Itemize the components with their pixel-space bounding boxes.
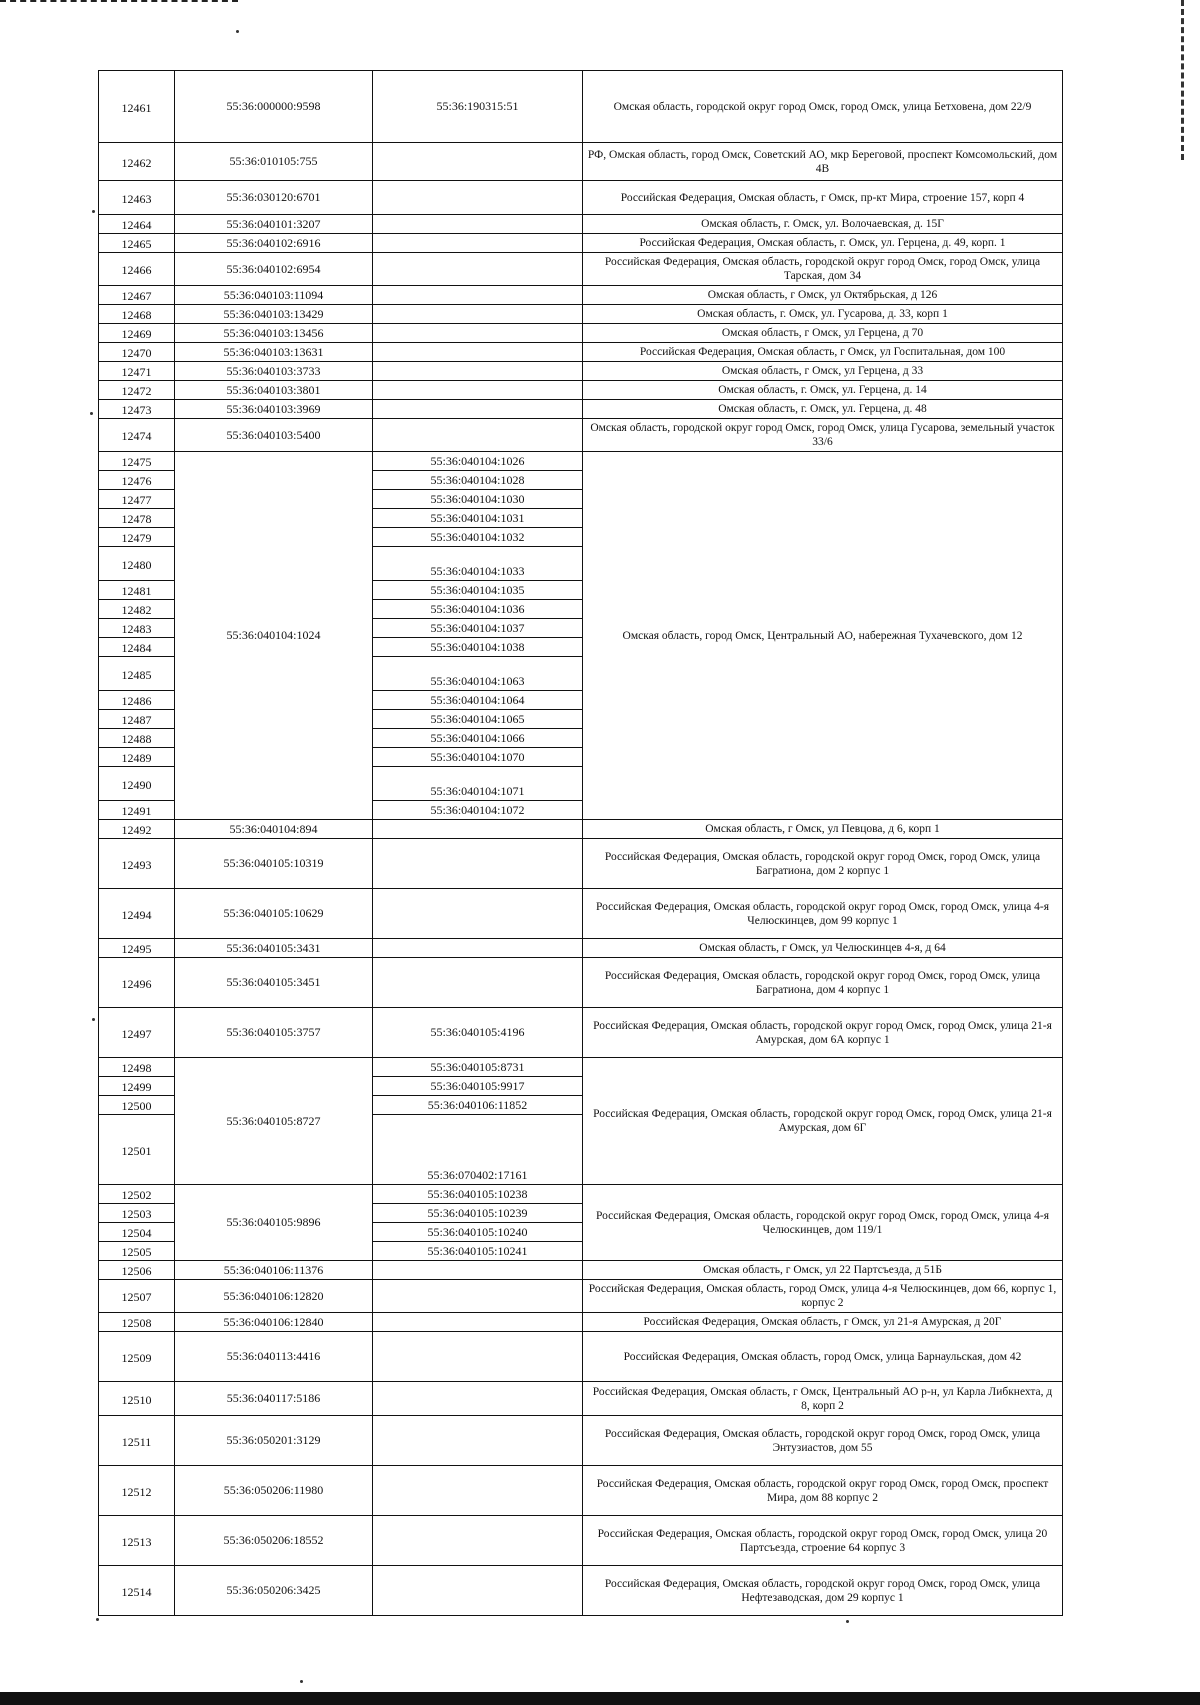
- record-number: 12462: [99, 143, 175, 181]
- record-number: 12513: [99, 1516, 175, 1566]
- cadastral-number: 55:36:050201:3129: [175, 1416, 373, 1466]
- cadastral-number: 55:36:010105:755: [175, 143, 373, 181]
- table-row: [99, 324, 1063, 343]
- related-cadastral-number: [373, 253, 583, 286]
- record-number: 12475: [99, 452, 175, 471]
- cadastral-number: 55:36:040117:5186: [175, 1382, 373, 1416]
- related-cadastral-number: 55:36:040106:11852: [373, 1096, 583, 1115]
- related-cadastral-number: 55:36:040104:1038: [373, 638, 583, 657]
- related-cadastral-number: [373, 1261, 583, 1280]
- cadastral-number: 55:36:040105:10319: [175, 839, 373, 889]
- address: Российская Федерация, Омская область, городской округ город Омск, город Омск, улица Нефтезаводская, дом 29 корпус 1: [583, 1566, 1063, 1616]
- scan-speck: [90, 412, 93, 415]
- related-cadastral-number: 55:36:040104:1071: [373, 767, 583, 801]
- related-cadastral-number: 55:36:040104:1026: [373, 452, 583, 471]
- table-row: [99, 889, 1063, 939]
- record-number: 12477: [99, 490, 175, 509]
- cadastral-number: 55:36:040104:1024: [175, 452, 373, 820]
- address: Российская Федерация, Омская область, городской округ город Омск, город Омск, проспект Мира, дом 88 корпус 2: [583, 1466, 1063, 1516]
- related-cadastral-number: [373, 1416, 583, 1466]
- address: Омская область, г. Омск, ул. Герцена, д. 48: [583, 400, 1063, 419]
- record-number: 12468: [99, 305, 175, 324]
- record-number: 12472: [99, 381, 175, 400]
- related-cadastral-number: 55:36:040104:1035: [373, 581, 583, 600]
- related-cadastral-number: 55:36:040104:1065: [373, 710, 583, 729]
- cadastral-number: 55:36:040103:11094: [175, 286, 373, 305]
- record-number: 12487: [99, 710, 175, 729]
- record-number: 12478: [99, 509, 175, 528]
- cadastral-number: 55:36:040113:4416: [175, 1332, 373, 1382]
- address: Российская Федерация, Омская область, город Омск, улица Барнаульская, дом 42: [583, 1332, 1063, 1382]
- related-cadastral-number: [373, 889, 583, 939]
- record-number: 12490: [99, 767, 175, 801]
- record-number: 12469: [99, 324, 175, 343]
- related-cadastral-number: [373, 820, 583, 839]
- table-row: [99, 1058, 1063, 1077]
- cadastral-number: 55:36:040102:6954: [175, 253, 373, 286]
- related-cadastral-number: 55:36:040104:1037: [373, 619, 583, 638]
- record-number: 12479: [99, 528, 175, 547]
- address: Российская Федерация, Омская область, г Омск, ул Госпитальная, дом 100: [583, 343, 1063, 362]
- address: Российская Федерация, Омская область, городской округ город Омск, город Омск, улица 21-я Амурская, дом 6А корпус 1: [583, 1008, 1063, 1058]
- related-cadastral-number: [373, 958, 583, 1008]
- cadastral-number: 55:36:040102:6916: [175, 234, 373, 253]
- cadastral-number: 55:36:040106:12840: [175, 1313, 373, 1332]
- record-number: 12504: [99, 1223, 175, 1242]
- related-cadastral-number: 55:36:040105:4196: [373, 1008, 583, 1058]
- scan-speck: [92, 1018, 95, 1021]
- record-number: 12488: [99, 729, 175, 748]
- cadastral-number: 55:36:040105:10629: [175, 889, 373, 939]
- address: Российская Федерация, Омская область, городской округ город Омск, город Омск, улица Багратиона, дом 2 корпус 1: [583, 839, 1063, 889]
- related-cadastral-number: 55:36:040104:1064: [373, 691, 583, 710]
- related-cadastral-number: 55:36:040104:1063: [373, 657, 583, 691]
- table-row: [99, 958, 1063, 1008]
- cadastral-number: 55:36:040106:11376: [175, 1261, 373, 1280]
- address: Российская Федерация, Омская область, г. Омск, ул. Герцена, д. 49, корп. 1: [583, 234, 1063, 253]
- cadastral-number: 55:36:040105:3757: [175, 1008, 373, 1058]
- address: Омская область, г Омск, ул Певцова, д 6, корп 1: [583, 820, 1063, 839]
- cadastral-number: 55:36:040106:12820: [175, 1280, 373, 1313]
- address: Омская область, г. Омск, ул. Герцена, д. 14: [583, 381, 1063, 400]
- scan-speck: [846, 1620, 849, 1623]
- record-number: 12486: [99, 691, 175, 710]
- cadastral-number: 55:36:040101:3207: [175, 215, 373, 234]
- related-cadastral-number: 55:36:070402:17161: [373, 1115, 583, 1185]
- table-row: [99, 234, 1063, 253]
- address: Омская область, городской округ город Омск, город Омск, улица Гусарова, земельный участок 33/6: [583, 419, 1063, 452]
- related-cadastral-number: [373, 381, 583, 400]
- address: Российская Федерация, Омская область, городской округ город Омск, город Омск, улица Энтузиастов, дом 55: [583, 1416, 1063, 1466]
- record-number: 12467: [99, 286, 175, 305]
- table-row: [99, 343, 1063, 362]
- table-row: [99, 939, 1063, 958]
- record-number: 12497: [99, 1008, 175, 1058]
- related-cadastral-number: 55:36:040104:1033: [373, 547, 583, 581]
- related-cadastral-number: [373, 839, 583, 889]
- table-row: [99, 286, 1063, 305]
- cadastral-number: 55:36:050206:18552: [175, 1516, 373, 1566]
- table-row: [99, 1516, 1063, 1566]
- table-row: [99, 1466, 1063, 1516]
- cadastral-number: 55:36:040103:3969: [175, 400, 373, 419]
- record-number: 12508: [99, 1313, 175, 1332]
- record-number: 12496: [99, 958, 175, 1008]
- cadastral-number: 55:36:040105:9896: [175, 1185, 373, 1261]
- cadastral-number: 55:36:040103:5400: [175, 419, 373, 452]
- record-number: 12507: [99, 1280, 175, 1313]
- record-number: 12506: [99, 1261, 175, 1280]
- related-cadastral-number: 55:36:040105:9917: [373, 1077, 583, 1096]
- table-row: [99, 1261, 1063, 1280]
- table-row: [99, 143, 1063, 181]
- related-cadastral-number: 55:36:040105:8731: [373, 1058, 583, 1077]
- record-number: 12499: [99, 1077, 175, 1096]
- record-number: 12503: [99, 1204, 175, 1223]
- cadastral-number: 55:36:040103:3801: [175, 381, 373, 400]
- related-cadastral-number: [373, 362, 583, 381]
- table-row: [99, 820, 1063, 839]
- address: Российская Федерация, Омская область, г Омск, пр-кт Мира, строение 157, корп 4: [583, 181, 1063, 215]
- record-number: 12482: [99, 600, 175, 619]
- table-row: [99, 215, 1063, 234]
- cadastral-number: 55:36:050206:3425: [175, 1566, 373, 1616]
- related-cadastral-number: [373, 181, 583, 215]
- record-number: 12492: [99, 820, 175, 839]
- related-cadastral-number: 55:36:040104:1031: [373, 509, 583, 528]
- table-row: [99, 419, 1063, 452]
- related-cadastral-number: [373, 234, 583, 253]
- cadastral-number: 55:36:040103:3733: [175, 362, 373, 381]
- related-cadastral-number: 55:36:040105:10241: [373, 1242, 583, 1261]
- address: Российская Федерация, Омская область, городской округ город Омск, город Омск, улица 21-я Амурская, дом 6Г: [583, 1058, 1063, 1185]
- related-cadastral-number: [373, 343, 583, 362]
- address: Российская Федерация, Омская область, городской округ город Омск, город Омск, улица 20 Партсъезда, строение 64 корпус 3: [583, 1516, 1063, 1566]
- cadastral-number: 55:36:040105:3451: [175, 958, 373, 1008]
- table-row: [99, 305, 1063, 324]
- related-cadastral-number: 55:36:040104:1030: [373, 490, 583, 509]
- table-row: [99, 381, 1063, 400]
- record-number: 12489: [99, 748, 175, 767]
- table-row: [99, 1382, 1063, 1416]
- record-number: 12485: [99, 657, 175, 691]
- record-number: 12505: [99, 1242, 175, 1261]
- record-number: 12473: [99, 400, 175, 419]
- record-number: 12501: [99, 1115, 175, 1185]
- related-cadastral-number: [373, 1566, 583, 1616]
- cadastral-number: 55:36:040103:13456: [175, 324, 373, 343]
- table-row: [99, 452, 1063, 471]
- related-cadastral-number: [373, 1466, 583, 1516]
- table-row: [99, 1313, 1063, 1332]
- related-cadastral-number: [373, 143, 583, 181]
- scan-speck: [96, 1618, 99, 1621]
- related-cadastral-number: 55:36:190315:51: [373, 71, 583, 143]
- cadastral-number: 55:36:000000:9598: [175, 71, 373, 143]
- address: Российская Федерация, Омская область, г Омск, ул 21-я Амурская, д 20Г: [583, 1313, 1063, 1332]
- record-number: 12495: [99, 939, 175, 958]
- table-row: [99, 1185, 1063, 1204]
- address: Российская Федерация, Омская область, городской округ город Омск, город Омск, улица Багратиона, дом 4 корпус 1: [583, 958, 1063, 1008]
- address: Российская Федерация, Омская область, городской округ город Омск, город Омск, улица 4-я Челюскинцев, дом 99 корпус 1: [583, 889, 1063, 939]
- related-cadastral-number: [373, 286, 583, 305]
- scan-speck: [300, 1680, 303, 1683]
- address: Омская область, г Омск, ул Октябрьская, д 126: [583, 286, 1063, 305]
- cadastral-number: 55:36:030120:6701: [175, 181, 373, 215]
- record-number: 12514: [99, 1566, 175, 1616]
- record-number: 12500: [99, 1096, 175, 1115]
- scan-edge-mark: [0, 0, 238, 4]
- cadastral-number: 55:36:040105:8727: [175, 1058, 373, 1185]
- table-row: [99, 71, 1063, 143]
- related-cadastral-number: [373, 1516, 583, 1566]
- address: Омская область, г Омск, ул Герцена, д 70: [583, 324, 1063, 343]
- cadastral-number: 55:36:040104:894: [175, 820, 373, 839]
- record-number: 12481: [99, 581, 175, 600]
- record-number: 12502: [99, 1185, 175, 1204]
- table-row: [99, 1008, 1063, 1058]
- cadastral-number: 55:36:040103:13631: [175, 343, 373, 362]
- address: Омская область, г. Омск, ул. Волочаевская, д. 15Г: [583, 215, 1063, 234]
- record-number: 12463: [99, 181, 175, 215]
- record-number: 12464: [99, 215, 175, 234]
- record-number: 12512: [99, 1466, 175, 1516]
- record-number: 12476: [99, 471, 175, 490]
- record-number: 12471: [99, 362, 175, 381]
- cadastral-number: 55:36:040103:13429: [175, 305, 373, 324]
- cadastral-register-table: [98, 70, 1063, 1616]
- related-cadastral-number: [373, 305, 583, 324]
- table-row: [99, 1416, 1063, 1466]
- related-cadastral-number: 55:36:040105:10238: [373, 1185, 583, 1204]
- related-cadastral-number: [373, 419, 583, 452]
- table-row: [99, 362, 1063, 381]
- related-cadastral-number: [373, 1332, 583, 1382]
- scan-edge-mark: [1181, 0, 1187, 160]
- address: Омская область, г Омск, ул Челюскинцев 4-я, д 64: [583, 939, 1063, 958]
- related-cadastral-number: 55:36:040104:1066: [373, 729, 583, 748]
- record-number: 12466: [99, 253, 175, 286]
- cadastral-number: 55:36:040105:3431: [175, 939, 373, 958]
- related-cadastral-number: [373, 1313, 583, 1332]
- related-cadastral-number: 55:36:040104:1028: [373, 471, 583, 490]
- related-cadastral-number: [373, 1280, 583, 1313]
- record-number: 12510: [99, 1382, 175, 1416]
- table-row: [99, 253, 1063, 286]
- related-cadastral-number: [373, 1382, 583, 1416]
- scan-bottom-border: [0, 1692, 1200, 1705]
- related-cadastral-number: [373, 215, 583, 234]
- table-row: [99, 839, 1063, 889]
- related-cadastral-number: [373, 324, 583, 343]
- related-cadastral-number: [373, 939, 583, 958]
- register-body: [99, 71, 1063, 1616]
- address: Российская Федерация, Омская область, г Омск, Центральный АО р-н, ул Карла Либкнехта, д 8, корп 2: [583, 1382, 1063, 1416]
- address: Российская Федерация, Омская область, городской округ город Омск, город Омск, улица 4-я Челюскинцев, дом 119/1: [583, 1185, 1063, 1261]
- related-cadastral-number: 55:36:040104:1070: [373, 748, 583, 767]
- address: Омская область, город Омск, Центральный АО, набережная Тухачевского, дом 12: [583, 452, 1063, 820]
- table-row: [99, 181, 1063, 215]
- record-number: 12461: [99, 71, 175, 143]
- table-row: [99, 400, 1063, 419]
- cadastral-number: 55:36:050206:11980: [175, 1466, 373, 1516]
- related-cadastral-number: 55:36:040104:1036: [373, 600, 583, 619]
- related-cadastral-number: [373, 400, 583, 419]
- record-number: 12509: [99, 1332, 175, 1382]
- address: Омская область, г. Омск, ул. Гусарова, д. 33, корп 1: [583, 305, 1063, 324]
- address: Омская область, городской округ город Омск, город Омск, улица Бетховена, дом 22/9: [583, 71, 1063, 143]
- related-cadastral-number: 55:36:040105:10239: [373, 1204, 583, 1223]
- record-number: 12483: [99, 619, 175, 638]
- record-number: 12474: [99, 419, 175, 452]
- table-row: [99, 1332, 1063, 1382]
- address: РФ, Омская область, город Омск, Советский АО, мкр Береговой, проспект Комсомольский, дом 4В: [583, 143, 1063, 181]
- related-cadastral-number: 55:36:040104:1032: [373, 528, 583, 547]
- record-number: 12470: [99, 343, 175, 362]
- record-number: 12465: [99, 234, 175, 253]
- address: Российская Федерация, Омская область, город Омск, улица 4-я Челюскинцев, дом 66, корпус 1, корпус 2: [583, 1280, 1063, 1313]
- address: Омская область, г Омск, ул 22 Партсъезда, д 51Б: [583, 1261, 1063, 1280]
- record-number: 12493: [99, 839, 175, 889]
- record-number: 12484: [99, 638, 175, 657]
- record-number: 12491: [99, 801, 175, 820]
- related-cadastral-number: 55:36:040105:10240: [373, 1223, 583, 1242]
- record-number: 12494: [99, 889, 175, 939]
- table-row: [99, 1280, 1063, 1313]
- address: Омская область, г Омск, ул Герцена, д 33: [583, 362, 1063, 381]
- scan-speck: [92, 210, 95, 213]
- related-cadastral-number: 55:36:040104:1072: [373, 801, 583, 820]
- table-row: [99, 1566, 1063, 1616]
- scan-speck: [236, 30, 239, 33]
- address: Российская Федерация, Омская область, городской округ город Омск, город Омск, улица Тарская, дом 34: [583, 253, 1063, 286]
- record-number: 12498: [99, 1058, 175, 1077]
- record-number: 12511: [99, 1416, 175, 1466]
- record-number: 12480: [99, 547, 175, 581]
